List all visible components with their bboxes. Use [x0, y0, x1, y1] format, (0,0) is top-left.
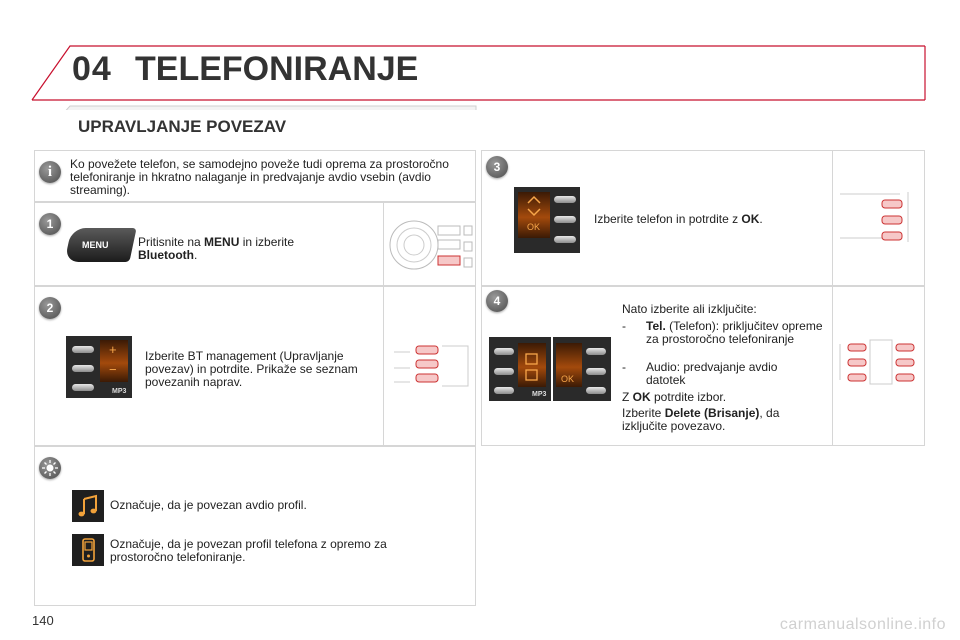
- page-number: 140: [32, 613, 54, 628]
- plus-label: +: [109, 342, 117, 357]
- step4-intro: Nato izberite ali izključite:: [622, 302, 757, 316]
- display-button: [72, 384, 94, 391]
- step1-radio-illustration: [388, 212, 474, 278]
- tips-panel: [34, 446, 476, 606]
- step3-divider: [832, 150, 833, 286]
- step4-badge: 4: [486, 290, 508, 312]
- section-title: UPRAVLJANJE POVEZAV: [78, 117, 287, 136]
- audio-profile-text: Označuje, da je povezan avdio profil.: [110, 498, 307, 512]
- step1-badge: 1: [39, 213, 61, 235]
- display-button: [554, 216, 576, 223]
- step2-panel-illustration: [390, 336, 474, 392]
- step2-badge: 2: [39, 297, 61, 319]
- step4-panel-illustration: [836, 334, 922, 390]
- display-button: [72, 346, 94, 353]
- step3-text: Izberite telefon in potrdite z OK.: [594, 212, 763, 226]
- mp3-label: MP3: [112, 388, 127, 395]
- step2-text: Izberite BT management (Upravljanje povezav) in potrdite. Prikaže se seznam povezanih naprav.: [145, 349, 358, 389]
- step4-item2-dash: -: [622, 360, 626, 374]
- phone-profile-text: Označuje, da je povezan profil telefona z opremo za prostoročno telefoniranje.: [110, 537, 387, 564]
- sun-icon: [39, 457, 61, 479]
- minus-label: −: [109, 362, 117, 377]
- display-button: [72, 365, 94, 372]
- step3-panel-illustration: [838, 188, 920, 244]
- ok-label: OK: [561, 374, 575, 384]
- page-title: TELEFONIRANJE: [135, 50, 419, 88]
- display-button: [554, 236, 576, 243]
- watermark: carmanualsonline.info: [779, 616, 946, 633]
- step1-text: Pritisnite na MENU in izberite Bluetooth.: [138, 235, 295, 262]
- display-button: [586, 368, 606, 375]
- audio-profile-icon: [72, 490, 104, 522]
- chapter-number: 04: [72, 50, 112, 88]
- info-text: Ko povežete telefon, se samodejno poveže tudi oprema za prostoročno telefoniranje in hkratno nalaganje in predvajanje avdio vsebin (avdio streaming).: [70, 157, 449, 197]
- step4-item1: Tel. (Telefon): priključitev opreme za prostoročno telefoniranje: [646, 319, 823, 346]
- display-button: [494, 368, 514, 375]
- step4-ok-text: Z OK potrdite izbor.: [622, 390, 727, 404]
- ok-label: OK: [527, 222, 541, 232]
- step4-divider: [832, 286, 833, 446]
- step4-item1-dash: -: [622, 319, 626, 333]
- step4-square-icons: [524, 350, 540, 384]
- display-button: [494, 348, 514, 355]
- step4-item2: Audio: predvajanje avdio datotek: [646, 360, 778, 387]
- display-button: [554, 196, 576, 203]
- music-note-icon: [72, 490, 104, 522]
- menu-button-label: MENU: [82, 240, 109, 250]
- tip-lamp-icon: [39, 457, 61, 479]
- display-button: [586, 387, 606, 394]
- mobile-phone-icon: [72, 534, 104, 566]
- info-icon: i: [39, 161, 61, 183]
- step1-divider: [383, 202, 384, 286]
- step2-divider: [383, 286, 384, 446]
- mp3-label: MP3: [532, 391, 547, 398]
- display-button: [586, 348, 606, 355]
- display-button: [494, 387, 514, 394]
- phone-profile-icon: [72, 534, 104, 566]
- step4-delete-text: Izberite Delete (Brisanje), da izključite povezavo.: [622, 406, 780, 433]
- step3-badge: 3: [486, 156, 508, 178]
- step3-arrows-icon: [522, 194, 546, 220]
